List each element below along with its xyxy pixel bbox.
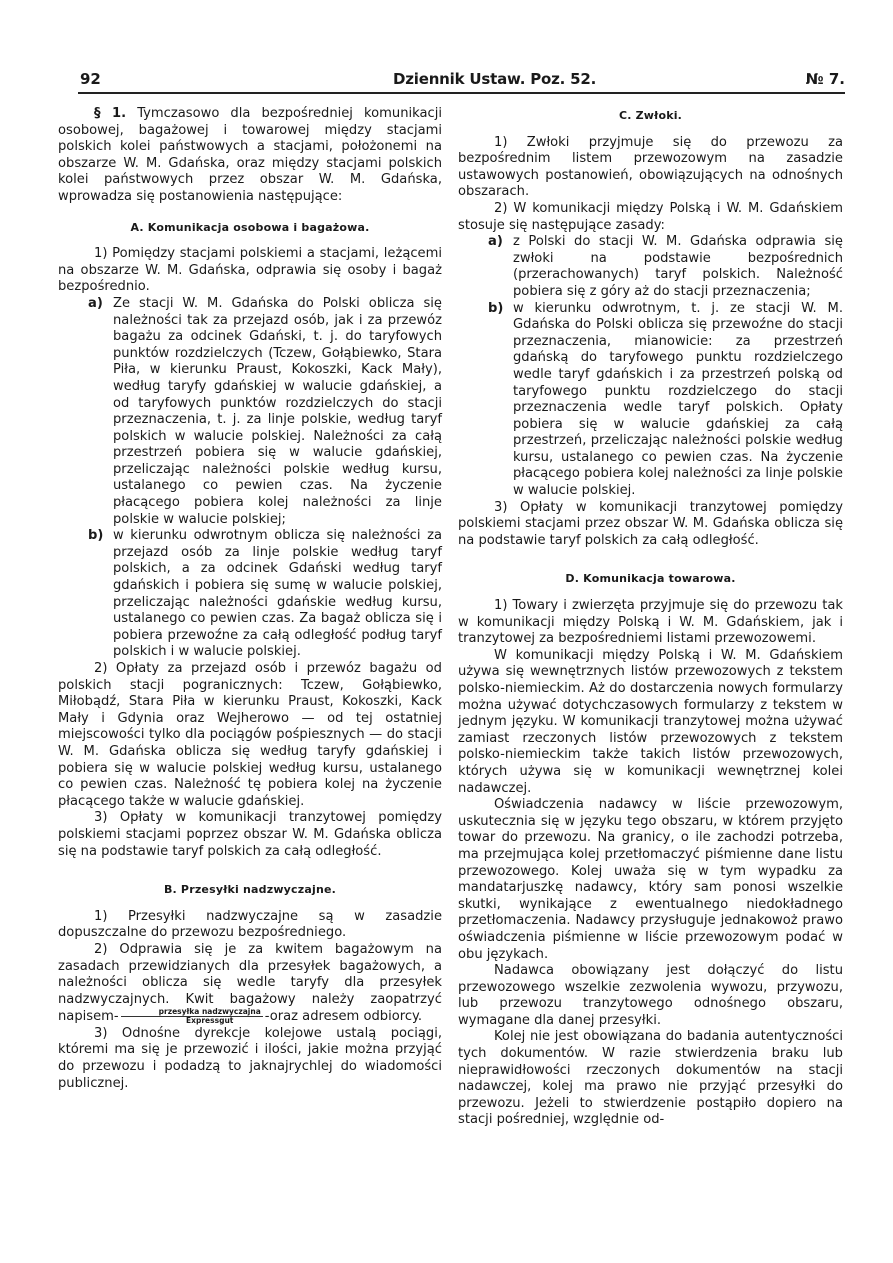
journal-title: Dziennik Ustaw. Poz. 52. [393, 70, 597, 88]
section-a-p3: 3) Opłaty w komunikacji tranzytowej pomiędzy polskiemi stacjami poprzez obszar W. M. Gdańska oblicza się na podstawie taryf polskich za całą odległość. [58, 810, 442, 859]
intro-paragraph: § 1. Tymczasowo dla bezpośredniej komunikacji osobowej, bagażowej i towarowej między stacjami polskich kolei państwowych a stacjami, położonemi na obszarze W. M. Gdańska, oraz między stacjami polskich kolei państwowych przez obszar W. M. Gdańska, wprowadza się postanowienia następujące: [58, 106, 442, 204]
section-d-p5: Kolej nie jest obowiązana do badania autentyczności tych dokumentów. W razie stwierdzenia braku lub nieprawidłowości rzeczonych dokumentów na stacji nadawczej, kolej ma prawo nie przyjąć przesyłki do przewozu. Jeżeli to stwierdzenie postąpiło dopiero na stacji pośredniej, względnie od- [458, 1029, 843, 1128]
section-a-item-b: b) w kierunku odwrotnym oblicza się należności za przejazd osób za linje polskie według taryf polskich, a za odcinek Gdański według taryf gdańskich i pobiera się sumę w walucie polskiej, przeliczając należności gdańskie według kursu, ustalanego co pewien czas. Za bagaż oblicza się i pobiera przewoźne za całą odległość podług taryf polskich i w walucie polskiej. [88, 528, 442, 660]
section-heading-a: A. Komunikacja osobowa i bagażowa. [130, 220, 370, 234]
section-b-p1: 1) Przesyłki nadzwyczajne są w zasadzie dopuszczalne do przewozu bezpośredniego. [58, 908, 442, 941]
section-a-item-a: a) Ze stacji W. M. Gdańska do Polski oblicza się należności tak za przejazd osób, jak i za przewóz bagażu za odcinek Gdański, t. j. do taryfowych punktów rozdzielczych (Tczew, Gołąbiewko, Stara Piła, w kierunku Praust, Kokoszki, Kack Mały), według taryfy gdańskiej w walucie gdańskiej, a od taryfowych punktów rozdzielczych do stacji przeznaczenia, t. j. za linje polskie, według taryf polskich w walucie polskiej. Należności za całą przestrzeń pobiera się w walucie gdańskiej, przeliczając należności polskie według kursu, ustalanego co pewien czas. Na życzenie płacącego pobiera kolej należności za linje polskie w walucie polskiej; [88, 295, 442, 527]
section-a-p1: 1) Pomiędzy stacjami polskiemi a stacjami, leżącemi na obszarze W. M. Gdańska, odprawia się osoby i bagaż bezpośrednio. [58, 246, 442, 295]
paragraph-sign: § 1. [94, 106, 127, 121]
section-d-p2: W komunikacji między Polską i W. M. Gdańskiem używa się wewnętrznych listów przewozowych z tekstem polsko-niemieckim. Aż do dostarczenia nowych formularzy można używać dotychczasowych formularzy z tekstem w jednym języku. W komunikacji tranzytowej można używać zamiast rzeczonych listów przewozowych z tekstem polsko-niemieckim także takich listów przewozowych, których używa się w komunikacji wewnętrznej kolei nadawczej. [458, 647, 843, 796]
section-b-p2: 2) Odprawia się je za kwitem bagażowym na zasadach przewidzianych dla przesyłek bagażowych, a należności oblicza się wedle taryfy dla przesyłek nadzwyczajnych. Kwit bagażowy należy zaopatrzyć napisem- $\frac{\text{przesyłka nadzwyczajna}}{\text{Expressgut}}$ -oraz adresem odbiorcy. [58, 941, 442, 1026]
section-d-p3: Oświadczenia nadawcy w liście przewozowym, uskutecznia się w języku tego obszaru, w którem przyjęto towar do przewozu. Na granicy, o ile zachodzi potrzeba, ma przejmująca kolej przetłomaczyć piśmienne dane listu przewozowego. Kolej uważa się w tym wypadku za mandatarjuszkę nadawcy, który sam ponosi wszelkie skutki, wynikające z ewentualnego niedokładnego przetłomaczenia. Nadawcy przysługuje jednakowoż prawo oświadczenia piśmienne w liście przewozowym podać w obu językach. [458, 797, 843, 962]
section-c-p1: 1) Zwłoki przyjmuje się do przewozu za bezpośrednim listem przewozowym na zasadzie ustawowych postanowień, obowiązujących na odnośnych obszarach. [458, 134, 843, 200]
section-b-p3: 3) Odnośne dyrekcje kolejowe ustalą pociągi, któremi ma się je przewozić i ilości, jakie można przyjąć do przewozu i podadzą to jaknajrychlej do wiadomości publicznej. [58, 1025, 442, 1091]
label-fraction: $\frac{\text{przesyłka nadzwyczajna}}{\text{Expressgut}}$ [121, 1008, 263, 1025]
right-column [458, 106, 843, 1129]
section-c-p3: 3) Opłaty w komunikacji tranzytowej pomiędzy polskiemi stacjami przez obszar W. M. Gdańska oblicza się na podstawie taryf polskich za całą odległość. [458, 499, 843, 548]
section-a-p2: 2) Opłaty za przejazd osób i przewóz bagażu od polskich stacji pogranicznych: Tczew, Gołąbiewko, Miłobądź, Stara Piła w kierunku Praust, Kokoszki, Kack Mały i Gdynia oraz Wejherowo — od tej ostatniej miejscowości tylko dla pociągów pośpiesznych — do stacji W. M. Gdańska oblicza się według taryfy gdańskiej i pobiera się w walucie polskiej według kursu, ustalanego co pewien czas. Należność tę pobiera kolej na życzenie płacącego także w walucie gdańskiej. [58, 661, 442, 809]
section-heading-b: B. Przesyłki nadzwyczajne. [163, 883, 337, 897]
header-rule [78, 92, 845, 94]
section-d-p1: 1) Towary i zwierzęta przyjmuje się do przewozu tak w komunikacji między Polską i W. M. Gdańskiem, jak i tranzytowej za bezpośredniemi listami przewozowemi. [458, 598, 843, 647]
page-header [58, 68, 863, 92]
section-heading-d: D. Komunikacja towarowa. [565, 572, 736, 586]
section-heading-c: C. Zwłoki. [618, 109, 683, 122]
issue-number: № 7. [805, 70, 845, 88]
page-number: 92 [80, 70, 101, 88]
section-d-p4: Nadawca obowiązany jest dołączyć do listu przewozowego wszelkie zezwolenia wywozu, przywozu, lub przewozu tranzytowego odnośnego obszaru, wymagane dla danej przesyłki. [458, 963, 843, 1028]
section-c-p2: 2) W komunikacji między Polską i W. M. Gdańskiem stosuje się następujące zasady: [458, 200, 843, 233]
left-column [58, 106, 442, 1092]
section-c-item-b: b) w kierunku odwrotnym, t. j. ze stacji W. M. Gdańska do Polski oblicza się przewoźne do stacji przeznaczenia, mianowicie: za przestrzeń gdańską do taryfowego punktu rozdzielczego wedle taryf gdańskich i za przestrzeń polską od taryfowego punktu rozdzielczego do stacji przeznaczenia wedle taryf polskich. Opłaty pobiera się w walucie gdańskiej za całą przestrzeń, przeliczając należności polskie według kursu, ustalanego co pewien czas. Na życzenie płacącego pobiera kolej należności za linje polskie w walucie polskiej. [488, 300, 843, 499]
section-c-item-a: a) z Polski do stacji W. M. Gdańska odprawia się zwłoki na podstawie bezpośrednich (przerachowanych) taryf polskich. Należność pobiera się z góry aż do stacji przeznaczenia; [488, 234, 843, 299]
